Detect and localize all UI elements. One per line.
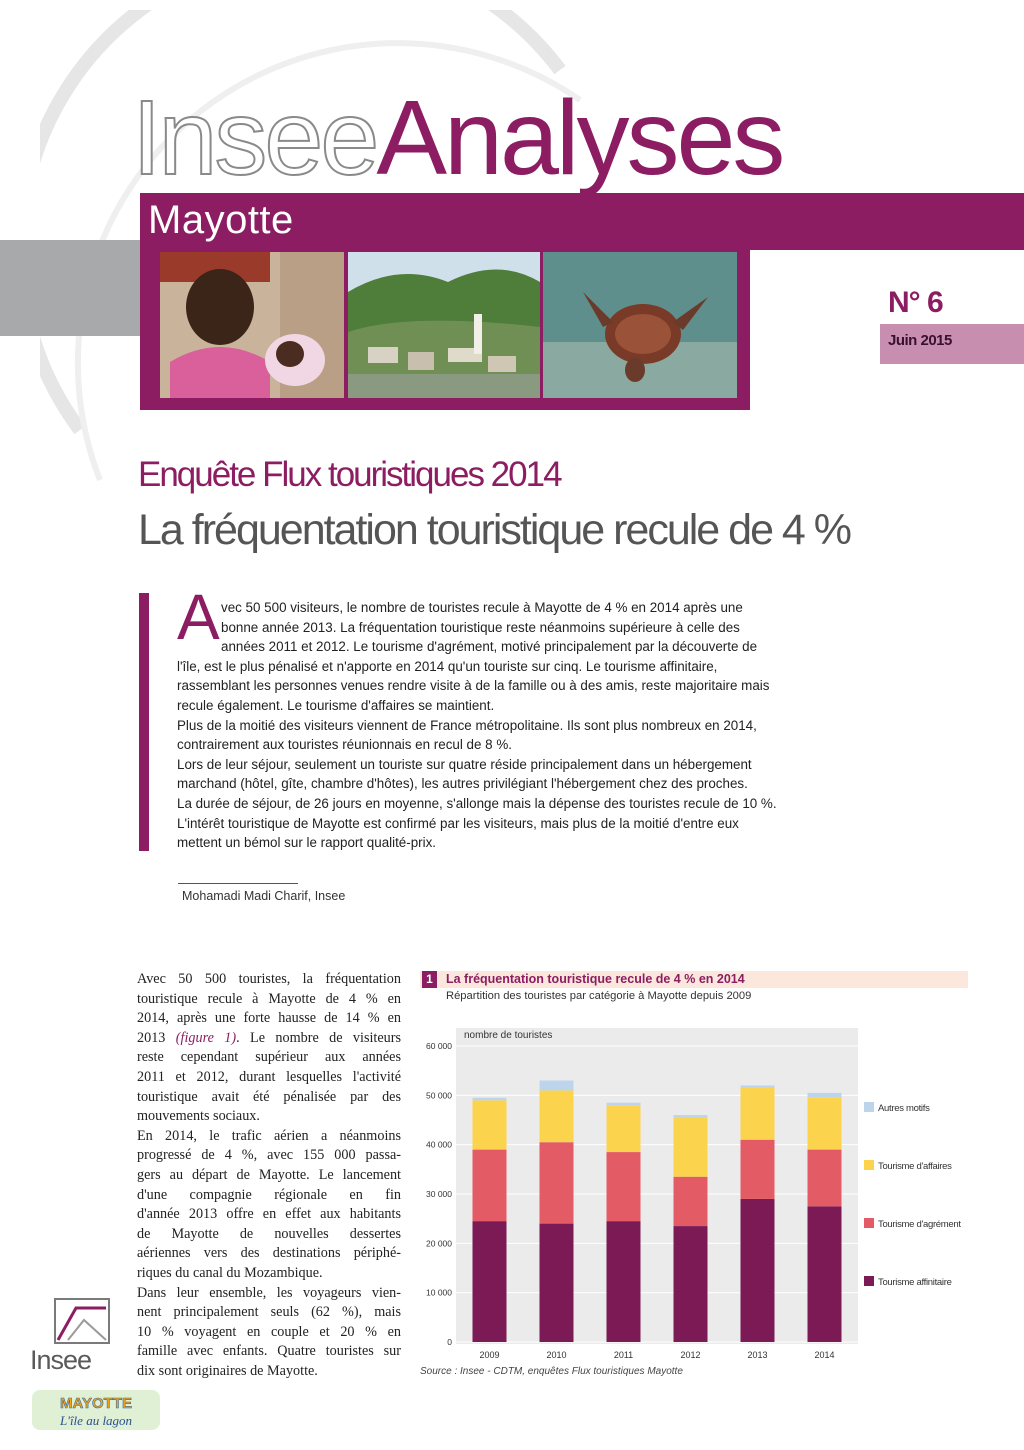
bar-segment [540, 1081, 574, 1091]
legend-swatch [864, 1102, 874, 1112]
abstract-line: La durée de séjour, de 26 jours en moyenne, s'allonge mais la dépense des touristes recule de 10 %. [177, 795, 777, 811]
y-axis-label: nombre de touristes [464, 1030, 553, 1041]
x-tick-label: 2010 [546, 1350, 567, 1360]
plot-area [456, 1028, 858, 1344]
photo-village [348, 252, 540, 398]
abstract-line: rassemblant les personnes venues rendre visite à de la famille ou à des amis, reste majoritaire mais [177, 678, 770, 694]
bar-segment [473, 1098, 507, 1100]
insee-analyses-logo [132, 78, 782, 198]
mayotte-logo-line2: L'île au lagon [59, 1413, 133, 1428]
bar-segment [607, 1103, 641, 1105]
bar-segment [808, 1093, 842, 1098]
body-line: famille avec enfants. Quatre touristes sur [137, 1343, 401, 1360]
mayotte-tourism-logo [30, 1388, 162, 1432]
body-line: aériennes vers des destinations périphé- [137, 1245, 401, 1262]
brand-insee: Insee [132, 79, 377, 197]
author-rule [178, 883, 298, 884]
insee-logo-text: Insee [30, 1345, 92, 1375]
body-line: 2014, après une forte hausse de 14 % en [137, 1010, 401, 1027]
abstract-line: bonne année 2013. La fréquentation touristique reste néanmoins supérieure à celle des [221, 619, 740, 635]
legend-swatch [864, 1160, 874, 1170]
x-tick-label: 2009 [479, 1350, 500, 1360]
abstract-line: Plus de la moitié des visiteurs viennent de France métropolitaine. Ils sont plus nombreux en 2014, [177, 717, 757, 733]
figure-subtitle: Répartition des touristes par catégorie à Mayotte depuis 2009 [446, 990, 752, 1002]
abstract-line: années 2011 et 2012. Le tourisme d'agrément, motivé principalement par la découverte de [221, 639, 758, 655]
x-tick-label: 2012 [680, 1350, 701, 1360]
body-line: 10 % voyagent en couple et 20 % en [137, 1323, 401, 1340]
x-tick-label: 2014 [814, 1350, 835, 1360]
legend-swatch [864, 1218, 874, 1228]
y-tick-label: 60 000 [426, 1041, 452, 1051]
body-line-start: 2013 [137, 1029, 176, 1046]
y-tick-label: 20 000 [426, 1238, 452, 1249]
body-line: Dans leur ensemble, les voyageurs vien- [137, 1284, 401, 1301]
y-tick-label: 50 000 [426, 1090, 452, 1101]
body-line: 2011 et 2012, durant lesquelles l'activité [137, 1068, 401, 1085]
figure-source: Source : Insee - CDTM, enquêtes Flux touristiques Mayotte [420, 1366, 683, 1377]
bar-segment [607, 1105, 641, 1152]
abstract-line: l'île, est le plus pénalisé et n'apporte en 2014 qu'un touriste sur cinq. Le tourisme affinitaire, [177, 658, 718, 674]
figure-number: 1 [422, 971, 437, 988]
bar-segment [741, 1085, 775, 1087]
body-line: touristique recule à Mayotte de 4 % en [137, 990, 401, 1007]
body-line: nent principalement seuls (62 %), mais [137, 1304, 401, 1321]
y-tick-label: 10 000 [426, 1287, 452, 1298]
bar-segment [540, 1090, 574, 1142]
bar-segment [674, 1118, 708, 1177]
author-credit: Mohamadi Madi Charif, Insee [182, 889, 346, 903]
bar-segment [674, 1177, 708, 1226]
mayotte-logo-line1: MAYOTTE [60, 1395, 132, 1412]
issue-date: Juin 2015 [888, 332, 952, 349]
body-line: progressé de 4 %, avec 155 000 passa- [137, 1147, 401, 1164]
body-line: de Mayotte de nouvelles dessertes [137, 1225, 401, 1242]
body-line: reste cependant supérieur aux années [137, 1049, 401, 1066]
bar-segment [607, 1152, 641, 1221]
abstract-dropcap: A [177, 581, 220, 653]
brand-analyses: Analyses [376, 79, 783, 197]
bar-segment [808, 1206, 842, 1342]
body-line: dix sont originaires de Mayotte. [137, 1362, 318, 1379]
body-line: d'une compagnie régionale en fin [137, 1186, 401, 1203]
insee-logo-icon [54, 1298, 110, 1344]
abstract-text [177, 598, 877, 853]
bar-segment [808, 1098, 842, 1150]
y-tick-label: 40 000 [426, 1139, 452, 1150]
bar-segment [473, 1221, 507, 1342]
article-headline: La fréquentation touristique recule de 4 % [138, 506, 851, 554]
photo-mother-child [160, 252, 344, 398]
body-line: Avec 50 500 touristes, la fréquentation [137, 971, 401, 987]
legend-label: Tourisme affinitaire [878, 1277, 952, 1288]
legend-swatch [864, 1276, 874, 1286]
photo-sea-turtle [543, 252, 737, 398]
y-tick-label: 30 000 [426, 1189, 452, 1199]
body-line: gers au départ de Mayotte. Le lancement [137, 1166, 401, 1183]
abstract-line: Lors de leur séjour, seulement un touriste sur quatre réside principalement dans un hébergement [177, 756, 752, 772]
bar-segment [540, 1142, 574, 1223]
legend-label: Tourisme d'affaires [878, 1161, 952, 1172]
bar-segment [607, 1221, 641, 1342]
issue-number: N° 6 [888, 286, 943, 319]
body-line: touristique avait été pénalisée par des [137, 1088, 401, 1105]
abstract-line: recule également. Le tourisme d'affaires se maintient. [177, 697, 495, 713]
legend-label: Autres motifs [878, 1103, 930, 1114]
bar-segment [741, 1088, 775, 1140]
bar-segment [741, 1140, 775, 1199]
abstract-side-bar [139, 593, 149, 851]
y-tick-label: 0 [447, 1337, 452, 1347]
figure-title: La fréquentation touristique recule de 4 % en 2014 [446, 972, 745, 986]
region-name: Mayotte [148, 198, 294, 242]
body-line [137, 1029, 401, 1049]
abstract-line: mettent un bémol sur le rapport qualité-prix. [177, 835, 437, 851]
bar-segment [674, 1115, 708, 1117]
stacked-bar-chart [420, 1010, 968, 1370]
abstract-line: contrairement aux touristes réunionnais en recul de 8 %. [177, 737, 512, 753]
bar-segment [674, 1226, 708, 1342]
header-gray-band [0, 240, 140, 336]
x-tick-label: 2013 [747, 1350, 768, 1360]
body-line: d'année 2013 offre en effet aux habitants [137, 1206, 401, 1223]
bar-segment [808, 1150, 842, 1207]
abstract-line: vec 50 500 visiteurs, le nombre de touristes recule à Mayotte de 4 % en 2014 après une [221, 600, 743, 615]
article-kicker: Enquête Flux touristiques 2014 [138, 455, 561, 494]
bar-segment [473, 1100, 507, 1149]
figure-reference-link[interactable]: (figure 1) [175, 1029, 237, 1046]
body-line: En 2014, le trafic aérien a néanmoins [137, 1127, 401, 1144]
bar-segment [741, 1199, 775, 1342]
body-line-end: . Le nombre de visiteurs [236, 1029, 402, 1046]
body-line: mouvements sociaux. [137, 1108, 260, 1125]
abstract-line: L'intérêt touristique de Mayotte est confirmé par les visiteurs, mais plus de la moitié d'entre eux [177, 815, 739, 831]
legend-label: Tourisme d'agrément [878, 1219, 961, 1230]
abstract-line: marchand (hôtel, gîte, chambre d'hôtes), les autres privilégiant l'hébergement chez des proches. [177, 776, 748, 792]
body-text-column [137, 970, 401, 1381]
body-line: riques du canal du Mozambique. [137, 1264, 323, 1281]
bar-segment [473, 1150, 507, 1222]
bar-segment [540, 1224, 574, 1342]
x-tick-label: 2011 [613, 1350, 634, 1360]
